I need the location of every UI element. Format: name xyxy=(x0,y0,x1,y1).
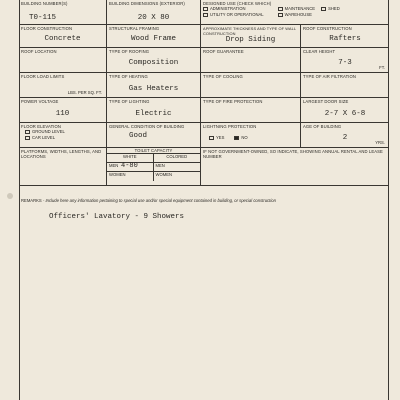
form-row-3 xyxy=(19,48,389,73)
power-voltage-cell xyxy=(19,98,107,122)
checkbox-icon xyxy=(25,136,30,140)
general-condition-value: Good xyxy=(129,132,148,140)
rental-cell xyxy=(201,148,389,185)
building-dimensions-cell xyxy=(107,0,201,24)
general-condition-label: GENERAL CONDITION OF BUILDING xyxy=(109,124,185,129)
toilet-men-colored: MEN xyxy=(154,163,201,172)
wall-construction-label: APPROXIMATE THICKNESS AND TYPE OF WALL CONSTRUCTION xyxy=(203,26,297,36)
toilet-women-white: WOMEN xyxy=(107,172,154,181)
designed-use-maintenance[interactable]: MAINTENANCE SHED xyxy=(278,6,340,12)
clear-height-value: 7-3 xyxy=(338,59,352,67)
remarks-section xyxy=(21,198,387,221)
structural-framing-cell xyxy=(107,25,201,47)
designed-use-cell xyxy=(201,0,389,24)
clear-height-unit: FT. xyxy=(379,65,385,70)
toilet-capacity-cell xyxy=(107,148,201,185)
lightning-protection-label: LIGHTNING PROTECTION xyxy=(203,124,257,129)
building-dimensions-label: BUILDING DIMENSIONS (EXTERIOR) xyxy=(109,1,185,6)
checkbox-icon xyxy=(25,130,30,134)
floor-construction-cell xyxy=(19,25,107,47)
form-row-1 xyxy=(19,0,389,25)
floor-load-cell xyxy=(19,73,107,97)
type-of-roofing-label: TYPE OF ROOFING xyxy=(109,49,150,54)
type-of-heating-value: Gas Heaters xyxy=(128,85,179,93)
remarks-entry: Officers' Lavatory - 9 Showers xyxy=(49,213,185,221)
power-voltage-label: POWER VOLTAGE xyxy=(21,99,59,104)
type-of-lighting-value: Electric xyxy=(135,110,172,118)
checkbox-icon xyxy=(278,13,283,17)
wall-construction-value: Drop Siding xyxy=(225,36,276,44)
remarks-label: REMARKS xyxy=(21,198,42,203)
checkbox-icon xyxy=(278,7,283,11)
roof-location-label: ROOF LOCATION xyxy=(21,49,57,54)
type-of-lighting-label: TYPE OF LIGHTING xyxy=(109,99,150,104)
clear-height-label: CLEAR HEIGHT xyxy=(303,49,336,54)
checkbox-icon xyxy=(203,7,208,11)
type-of-cooling-cell xyxy=(201,73,301,97)
lightning-protection-options: YES NO xyxy=(209,135,298,141)
clear-height-cell xyxy=(301,48,389,72)
form-row-5 xyxy=(19,98,389,123)
remarks-note: - Include here any information pertaining to special use and/or special equipment contained in building, or special construction xyxy=(42,198,276,203)
roof-guarantee-cell xyxy=(201,48,301,72)
toilet-men-white-value: 4-80 xyxy=(121,162,138,170)
toilet-men-white: MEN 4-80 xyxy=(107,163,154,172)
type-of-heating-label: TYPE OF HEATING xyxy=(109,74,148,79)
lightning-protection-cell xyxy=(201,123,301,147)
floor-elevation-cell xyxy=(19,123,107,147)
age-of-building-cell xyxy=(301,123,389,147)
type-of-roofing-value: Composition xyxy=(128,59,179,67)
floor-load-unit: LBS. PER SQ. FT. xyxy=(67,90,102,95)
floor-load-label: FLOOR LOAD LIMITS xyxy=(21,74,65,79)
platforms-label: PLATFORMS, WIDTHS, LENGTHS, AND LOCATIONS xyxy=(21,149,102,159)
toilet-women-colored: WOMEN xyxy=(155,172,173,177)
type-of-heating-cell xyxy=(107,73,201,97)
floor-elevation-car[interactable]: CAR LEVEL xyxy=(25,135,104,141)
toilet-white-header: WHITE xyxy=(107,154,154,163)
floor-elevation-ground[interactable]: GROUND LEVEL xyxy=(25,129,104,135)
largest-door-cell xyxy=(301,98,389,122)
toilet-capacity-label: TOILET CAPACITY xyxy=(134,148,173,153)
age-of-building-label: AGE OF BUILDING xyxy=(303,124,342,129)
designed-use-administration[interactable]: ADMINISTRATION xyxy=(203,6,264,12)
toilet-colored-header: COLORED xyxy=(154,154,201,163)
air-filtration-label: TYPE OF AIR FILTRATION xyxy=(303,74,356,79)
checkbox-icon xyxy=(203,13,208,17)
designed-use-label: DESIGNED USE (CHECK WHICH) xyxy=(203,1,272,6)
type-of-cooling-label: TYPE OF COOLING xyxy=(203,74,243,79)
power-voltage-value: 110 xyxy=(55,110,70,118)
building-number-value: T0-115 xyxy=(29,14,57,22)
checkbox-icon xyxy=(321,7,326,11)
building-number-label: BUILDING NUMBER(S) xyxy=(21,1,68,6)
age-of-building-unit: YRS. xyxy=(375,140,385,145)
general-condition-cell xyxy=(107,123,201,147)
air-filtration-cell xyxy=(301,73,389,97)
building-record-form xyxy=(19,0,389,186)
form-row-2 xyxy=(19,25,389,48)
structural-framing-label: STRUCTURAL FRAMING xyxy=(109,26,160,31)
form-row-6 xyxy=(19,123,389,148)
wall-construction-cell xyxy=(201,25,301,47)
largest-door-value: 2-7 X 6-8 xyxy=(324,110,366,118)
floor-construction-value: Concrete xyxy=(44,35,81,43)
structural-framing-value: Wood Frame xyxy=(130,35,176,43)
punch-hole xyxy=(7,193,13,199)
checkbox-yes-icon[interactable] xyxy=(209,136,214,140)
roof-construction-label: ROOF CONSTRUCTION xyxy=(303,26,352,31)
designed-use-utility[interactable]: UTILITY OR OPERATIONAL xyxy=(203,12,264,18)
roof-construction-cell xyxy=(301,25,389,47)
roof-location-cell xyxy=(19,48,107,72)
form-row-7 xyxy=(19,148,389,186)
building-number-cell xyxy=(19,0,107,24)
floor-elevation-label: FLOOR ELEVATION xyxy=(21,124,61,129)
rental-label: IF NOT GOVERNMENT-OWNED, SO INDICATE, SHOWING ANNUAL RENTAL AND LEASE NUMBER xyxy=(203,149,383,159)
type-of-lighting-cell xyxy=(107,98,201,122)
type-of-roofing-cell xyxy=(107,48,201,72)
form-row-4 xyxy=(19,73,389,98)
platforms-cell xyxy=(19,148,107,185)
largest-door-label: LARGEST DOOR SIZE xyxy=(303,99,349,104)
age-of-building-value: 2 xyxy=(342,134,348,142)
floor-construction-label: FLOOR CONSTRUCTION xyxy=(21,26,73,31)
building-dimensions-value: 20 X 80 xyxy=(137,14,170,22)
roof-construction-value: Rafters xyxy=(329,35,361,43)
checkbox-no-checked-icon[interactable] xyxy=(234,136,239,140)
fire-protection-cell xyxy=(201,98,301,122)
fire-protection-label: TYPE OF FIRE PROTECTION xyxy=(203,99,263,104)
designed-use-warehouse[interactable]: WAREHOUSE xyxy=(278,12,340,18)
toilet-capacity-grid xyxy=(107,153,200,181)
roof-guarantee-label: ROOF GUARANTEE xyxy=(203,49,244,54)
